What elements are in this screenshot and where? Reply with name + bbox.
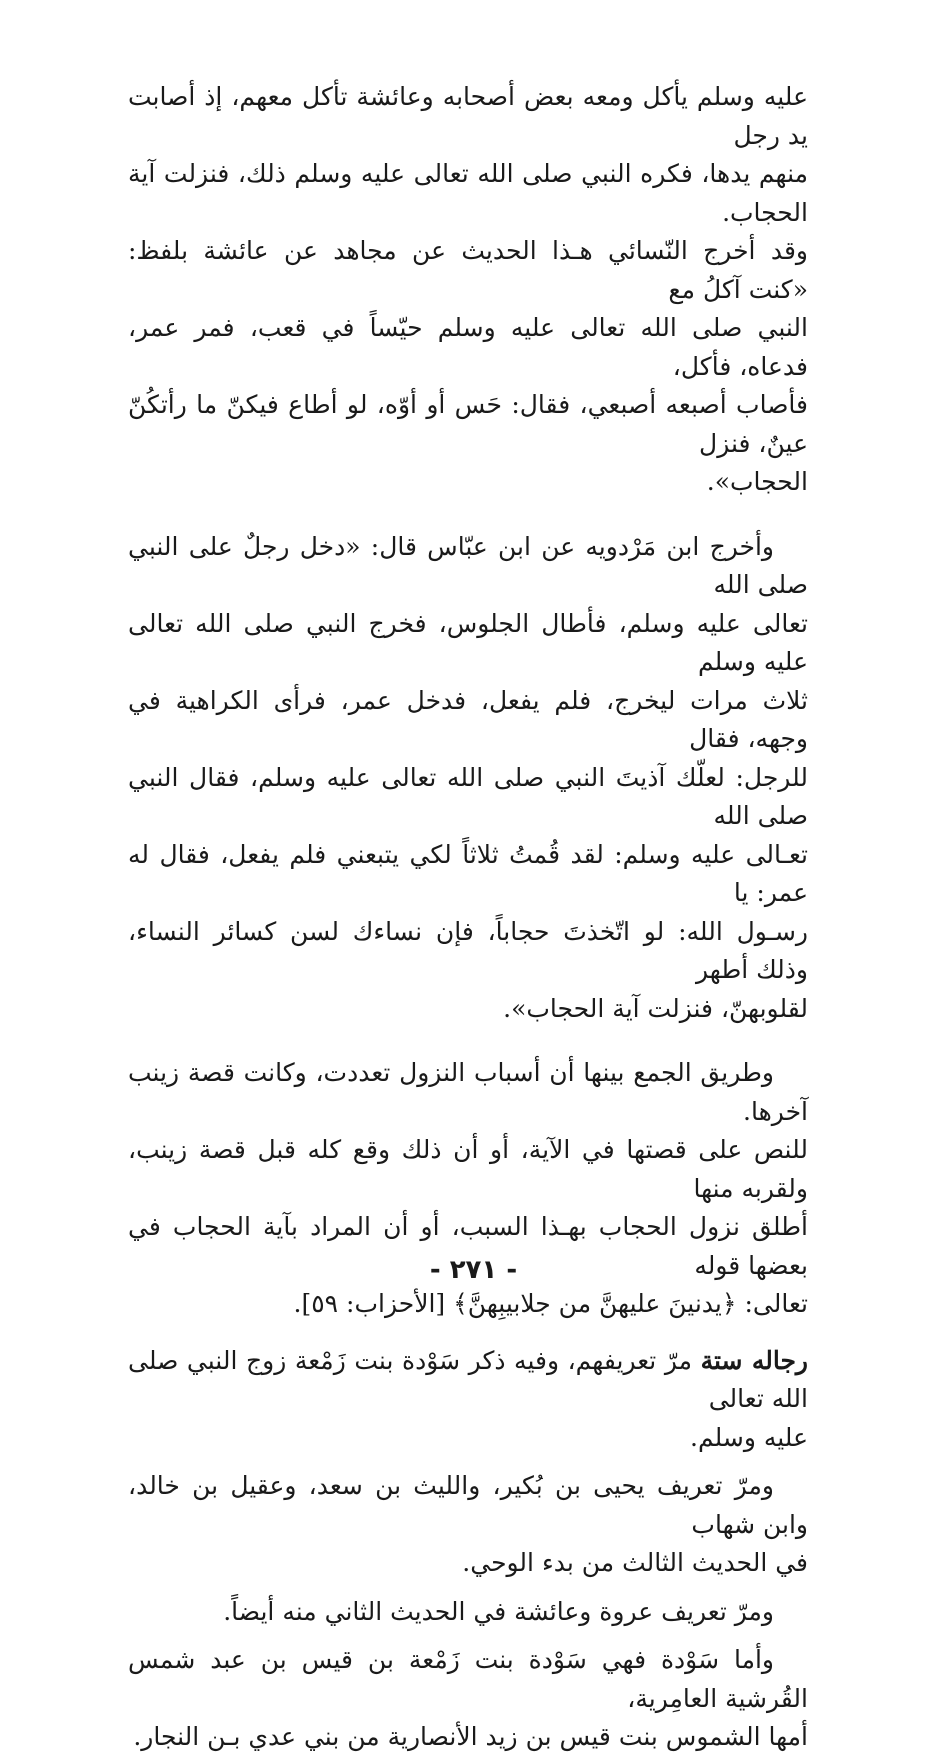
page-number: - ٢٧١ -: [429, 1255, 518, 1285]
paragraph-narrators-heading: [128, 1342, 808, 1458]
text-line: تعالى: ﴿يدنينَ عليهنَّ من جلابيبِهنَّ﴾ [الأحزاب: ٥٩].: [293, 1289, 808, 1318]
text-line: للرجل: لعلّك آذيتَ النبي صلى الله تعالى عليه وسلم، فقال النبي صلى الله: [128, 762, 808, 830]
section-lead: رجاله ستة: [700, 1345, 808, 1375]
page-body: [128, 78, 808, 1757]
paragraph-ibn-mardawayh-narration: [128, 528, 808, 1029]
paragraph-sawda-biography: [128, 1641, 808, 1757]
text-line: النبي صلى الله تعالى عليه وسلم حيّساً في قعب، فمر عمر، فدعاه، فأكل،: [128, 313, 808, 381]
text-line: وطريق الجمع بينها أن أسباب النزول تعددت، وكانت قصة زينب آخرها.: [128, 1058, 808, 1126]
text-line: فأصاب أصبعه أصبعي، فقال: حَس أو أوّه، لو أطاع فيكنّ ما رأتكُنّ عينٌ، فنزل: [128, 390, 808, 458]
text-line: رسـول الله: لو اتّخذتَ حجاباً، فإن نساءك لسن كسائر النساء، وذلك أطهر: [128, 916, 808, 984]
text-line: تعـالى عليه وسلم: لقد قُمتُ ثلاثاً لكي يتبعني فلم يفعل، فقال له عمر: يا: [128, 839, 808, 907]
text-line: عليه وسلم.: [690, 1422, 808, 1452]
text-line: أمها الشموس بنت قيس بن زيد الأنصارية من بني عدي بـن النجار.: [133, 1722, 808, 1751]
text-line: لقلوبهنّ، فنزلت آية الحجاب».: [503, 993, 808, 1023]
paragraph-hijab-story-continuation: [128, 78, 808, 502]
text-line: في الحديث الثالث من بدء الوحي.: [462, 1548, 808, 1577]
text-line: وأما سَوْدة فهي سَوْدة بنت زَمْعة بن قيس بن عبد شمس القُرشية العامِرية،: [128, 1645, 808, 1713]
text-line: للنص على قصتها في الآية، أو أن ذلك وقع كله قبل قصة زينب، ولقربه منها: [128, 1135, 808, 1203]
text-line: ومرّ تعريف عروة وعائشة في الحديث الثاني منه أيضاً.: [223, 1596, 774, 1626]
text-line: تعالى عليه وسلم، فأطال الجلوس، فخرج النبي صلى الله تعالى عليه وسلم: [128, 608, 808, 676]
paragraph-narrators-urwa: [128, 1593, 808, 1632]
text-line: وقد أخرج النّسائي هـذا الحديث عن مجاهد عن عائشة بلفظ: «كنت آكلُ مع: [128, 236, 808, 304]
text-line: عليه وسلم يأكل ومعه بعض أصحابه وعائشة تأكل معهم، إذ أصابت يد رجل: [128, 82, 808, 150]
text-line: وأخرج ابن مَرْدويه عن ابن عبّاس قال: «دخل رجلٌ على النبي صلى الله: [128, 531, 808, 599]
text-line: مرّ تعريفهم، وفيه ذكر سَوْدة بنت زَمْعة زوج النبي صلى الله تعالى: [128, 1345, 808, 1413]
paragraph-narrators-yahya: [128, 1467, 808, 1583]
text-line: ثلاث مرات ليخرج، فلم يفعل، فدخل عمر، فرأى الكراهية في وجهه، فقال: [128, 685, 808, 753]
text-line: ومرّ تعريف يحيى بن بُكير، والليث بن سعد، وعقيل بن خالد، وابن شهاب: [128, 1471, 808, 1539]
text-line: منهم يدها، فكره النبي صلى الله تعالى عليه وسلم ذلك، فنزلت آية الحجاب.: [128, 159, 808, 227]
text-line: الحجاب».: [706, 467, 808, 496]
text-line: أطلق نزول الحجاب بهـذا السبب، أو أن المراد بآية الحجاب في بعضها قوله: [128, 1212, 808, 1280]
